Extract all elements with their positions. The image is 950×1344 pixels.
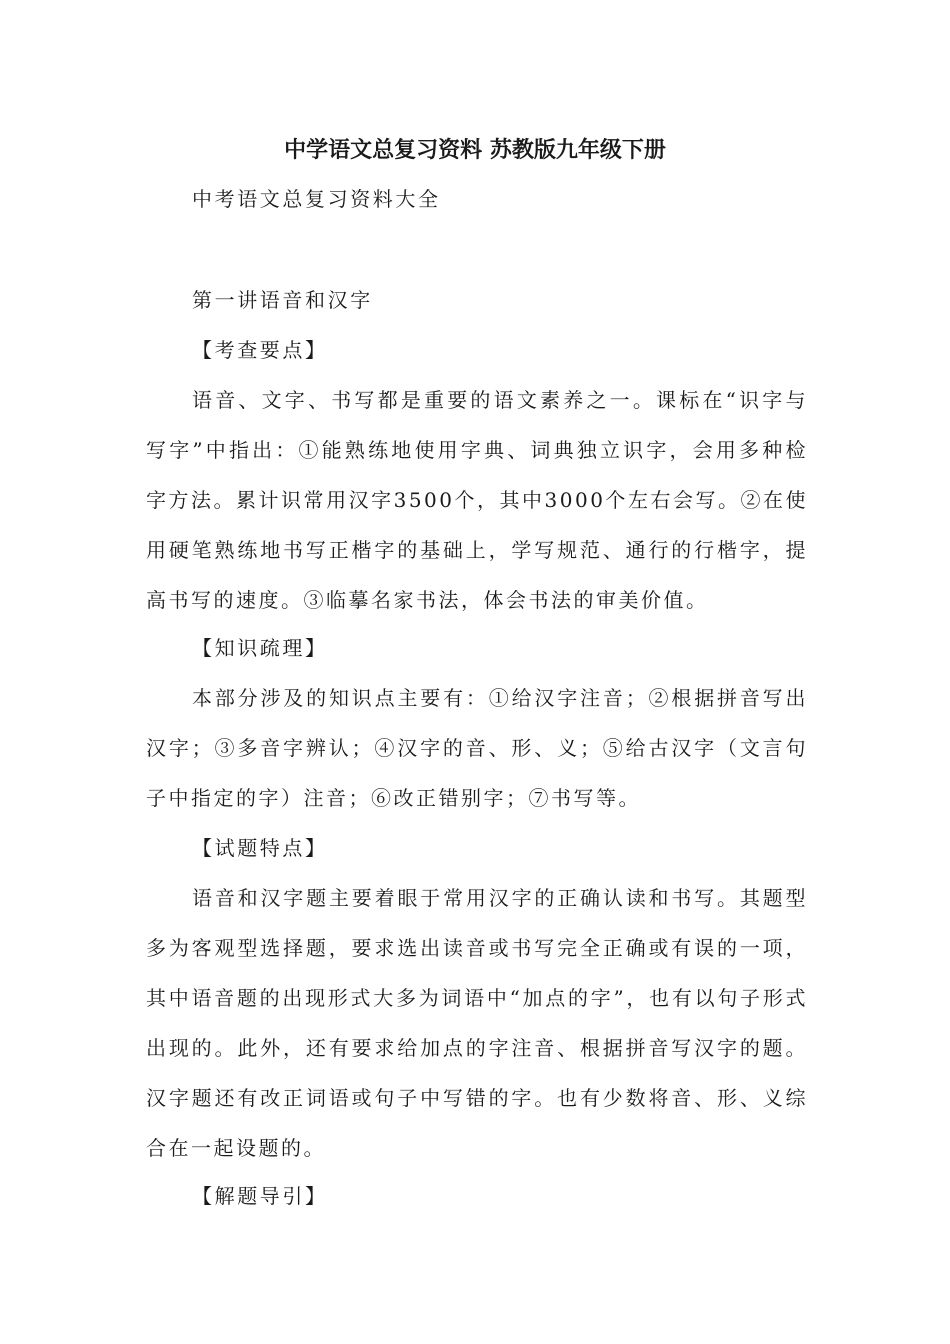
section-heading-question-features: 【试题特点】 [192,836,328,860]
document-subtitle: 中考语文总复习资料大全 [192,187,441,211]
section-paragraph-exam-points: 语音、文字、书写都是重要的语文素养之一。课标在“识字与写字”中指出：①能熟练地使用字典、词典独立识字，会用多种检字方法。累计识常用汉字3500个，其中3000个左右会写。②在使用硬笔熟练地书写正楷字的基础上，学写规范、通行的行楷字，提高书写的速度。③临摹名家书法，体会书法的审美价值。 [146,388,808,612]
section-paragraph-question-features: 语音和汉字题主要着眼于常用汉字的正确认读和书写。其题型多为客观型选择题，要求选出读音或书写完全正确或有误的一项，其中语音题的出现形式大多为词语中“加点的字”，也有以句子形式出现的。此外，还有要求给加点的字注音、根据拼音写汉字的题。汉字题还有改正词语或句子中写错的字。也有少数将音、形、义综合在一起设题的。 [146,886,808,1160]
section-heading-solving-guide: 【解题导引】 [192,1184,328,1208]
lecture-heading: 第一讲语音和汉字 [192,288,373,312]
document-title: 中学语文总复习资料 苏教版九年级下册 [284,138,666,163]
section-heading-exam-points: 【考查要点】 [192,338,328,362]
section-paragraph-knowledge: 本部分涉及的知识点主要有：①给汉字注音；②根据拼音写出汉字；③多音字辨认；④汉字的音、形、义；⑤给古汉字（文言句子中指定的字）注音；⑥改正错别字；⑦书写等。 [146,686,808,810]
section-heading-knowledge: 【知识疏理】 [192,636,328,660]
